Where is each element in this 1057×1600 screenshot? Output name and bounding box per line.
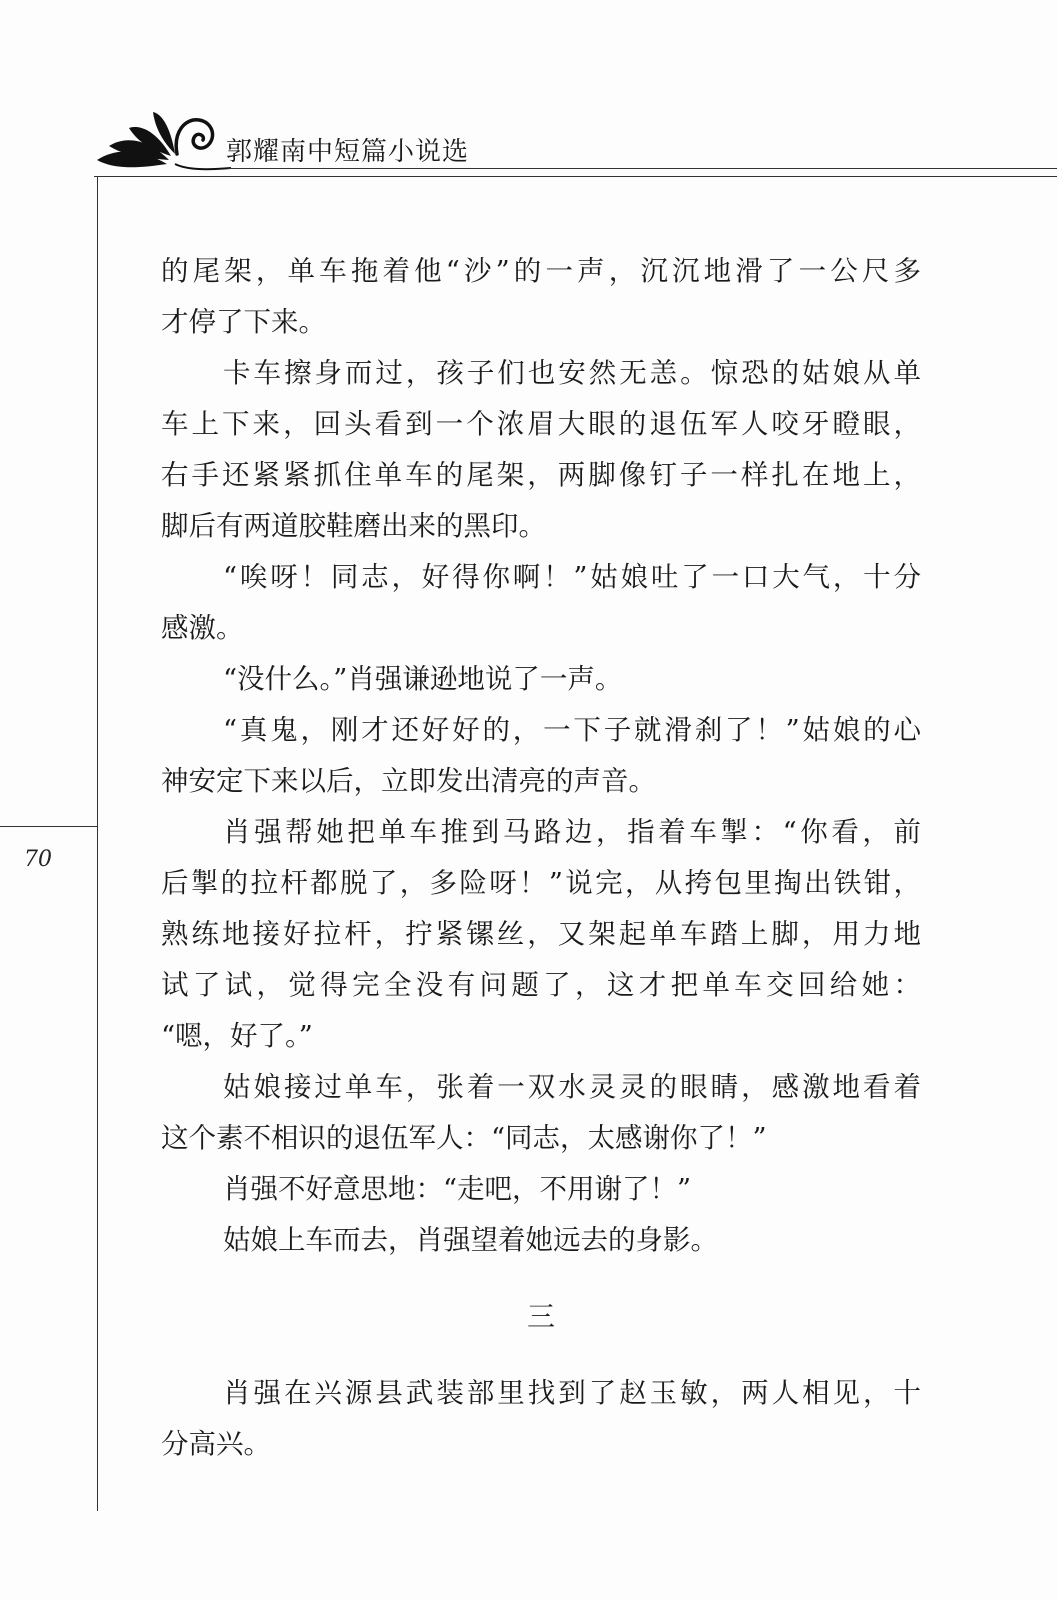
paragraph-block (161, 246, 921, 1266)
text-line: 姑娘接过单车，张着一双水灵灵的眼睛，感激地看着 (223, 1071, 921, 1103)
text-line: 肖强不好意思地：“走吧，不用谢了！” (223, 1173, 692, 1205)
text-line: 分高兴。 (161, 1428, 271, 1460)
header-rule (228, 168, 1057, 169)
page-number: 70 (24, 847, 52, 872)
text-line: “唉呀！同志，好得你啊！”姑娘吐了一口大气，十分 (223, 561, 921, 593)
text-line: 肖强在兴源县武装部里找到了赵玉敏，两人相见，十 (223, 1377, 921, 1409)
text-line: 熟练地接好拉杆，拧紧镙丝，又架起单车踏上脚，用力地 (161, 918, 921, 950)
floral-swirl-icon (95, 108, 235, 174)
text-line: 后掣的拉杆都脱了，多险呀！”说完，从挎包里掏出铁钳， (161, 867, 921, 899)
text-line: 卡车擦身而过，孩子们也安然无恙。惊恐的姑娘从单 (223, 357, 921, 389)
body-text (161, 246, 921, 1470)
text-line: 的尾架，单车拖着他“沙”的一声，沉沉地滑了一公尺多 (161, 255, 921, 287)
text-line: 才停了下来。 (161, 306, 326, 338)
text-line: 姑娘上车而去，肖强望着她远去的身影。 (223, 1224, 718, 1256)
text-line: 这个素不相识的退伍军人：“同志，太感谢你了！” (161, 1122, 767, 1154)
book-title: 郭耀南中短篇小说选 (226, 137, 470, 167)
text-line: 神安定下来以后，立即发出清亮的声音。 (161, 765, 656, 797)
frame-top-rule (94, 176, 1057, 177)
text-line: “没什么。”肖强谦逊地说了一声。 (223, 663, 623, 695)
section-heading: 三 (526, 1300, 555, 1333)
text-line: 肖强帮她把单车推到马路边，指着车掣：“你看，前 (223, 816, 921, 848)
text-line: 车上下来，回头看到一个浓眉大眼的退伍军人咬牙瞪眼， (161, 408, 921, 440)
text-line: “嗯，好了。” (161, 1020, 313, 1052)
paragraph-block (161, 1368, 921, 1470)
text-line: “真鬼，刚才还好好的，一下子就滑刹了！”姑娘的心 (223, 714, 921, 746)
text-line: 脚后有两道胶鞋磨出来的黑印。 (161, 510, 546, 542)
text-line: 右手还紧紧抓住单车的尾架，两脚像钉子一样扎在地上， (161, 459, 921, 491)
text-line: 感激。 (161, 612, 244, 644)
margin-rule (0, 826, 97, 827)
text-line: 试了试，觉得完全没有问题了，这才把单车交回给她： (161, 969, 921, 1001)
frame-left-rule (97, 176, 98, 1511)
